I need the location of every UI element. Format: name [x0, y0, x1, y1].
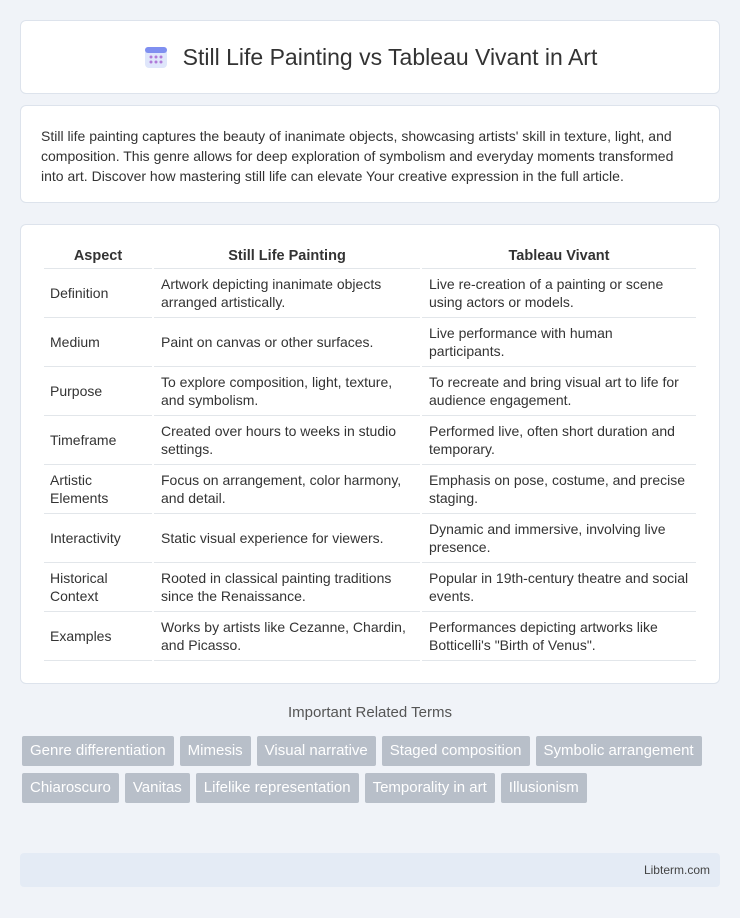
table-row	[44, 465, 696, 514]
row-tableau-vivant: Popular in 19th-century theatre and social events.	[422, 563, 696, 612]
row-tableau-vivant: Live performance with human participants.	[422, 318, 696, 367]
table-header-row	[44, 245, 696, 269]
row-aspect: Timeframe	[44, 416, 152, 465]
tag-chiaroscuro[interactable]: Chiaroscuro	[22, 773, 119, 803]
table-row	[44, 563, 696, 612]
table-row	[44, 318, 696, 367]
row-tableau-vivant: Dynamic and immersive, involving live presence.	[422, 514, 696, 563]
title-wrap	[143, 44, 598, 71]
tag-temporality-in-art[interactable]: Temporality in art	[365, 773, 495, 803]
row-aspect: Artistic Elements	[44, 465, 152, 514]
intro-text: Still life painting captures the beauty of inanimate objects, showcasing artists' skill in texture, light, and composition. This genre allows for deep exploration of symbolism and everyday moments transformed into art. Discover how mastering still life can elevate Your creative expression in the full article.	[41, 128, 674, 184]
comparison-table	[42, 245, 698, 661]
related-terms-title: Important Related Terms	[288, 704, 452, 721]
tag-mimesis[interactable]: Mimesis	[180, 736, 251, 766]
table-row	[44, 612, 696, 661]
table-row	[44, 416, 696, 465]
row-still-life: Artwork depicting inanimate objects arranged artistically.	[154, 269, 420, 318]
footer-site-link[interactable]: Libterm.com	[643, 863, 710, 877]
header-aspect: Aspect	[44, 245, 152, 269]
tag-lifelike-representation[interactable]: Lifelike representation	[196, 773, 359, 803]
row-still-life: Rooted in classical painting traditions since the Renaissance.	[154, 563, 420, 612]
row-still-life: Paint on canvas or other surfaces.	[154, 318, 420, 367]
tag-staged-composition[interactable]: Staged composition	[382, 736, 530, 766]
row-aspect: Medium	[44, 318, 152, 367]
row-tableau-vivant: Performances depicting artworks like Botticelli's "Birth of Venus".	[422, 612, 696, 661]
comparison-table-card	[20, 224, 720, 684]
related-terms-tags	[22, 736, 722, 803]
row-aspect: Definition	[44, 269, 152, 318]
table-row	[44, 269, 696, 318]
row-aspect: Historical Context	[44, 563, 152, 612]
tag-vanitas[interactable]: Vanitas	[125, 773, 190, 803]
tag-symbolic-arrangement[interactable]: Symbolic arrangement	[536, 736, 702, 766]
tag-genre-differentiation[interactable]: Genre differentiation	[22, 736, 174, 766]
row-still-life: Created over hours to weeks in studio settings.	[154, 416, 420, 465]
tag-visual-narrative[interactable]: Visual narrative	[257, 736, 376, 766]
row-still-life: To explore composition, light, texture, and symbolism.	[154, 367, 420, 416]
header-card	[20, 20, 720, 94]
tag-illusionism[interactable]: Illusionism	[501, 773, 587, 803]
row-still-life: Static visual experience for viewers.	[154, 514, 420, 563]
row-still-life: Focus on arrangement, color harmony, and detail.	[154, 465, 420, 514]
row-tableau-vivant: Emphasis on pose, costume, and precise staging.	[422, 465, 696, 514]
row-aspect: Purpose	[44, 367, 152, 416]
row-still-life: Works by artists like Cezanne, Chardin, and Picasso.	[154, 612, 420, 661]
header-tableau-vivant: Tableau Vivant	[422, 245, 696, 269]
row-tableau-vivant: Live re-creation of a painting or scene using actors or models.	[422, 269, 696, 318]
intro-card	[20, 105, 720, 203]
footer	[20, 853, 720, 887]
table-row	[44, 367, 696, 416]
row-tableau-vivant: To recreate and bring visual art to life for audience engagement.	[422, 367, 696, 416]
row-tableau-vivant: Performed live, often short duration and temporary.	[422, 416, 696, 465]
table-row	[44, 514, 696, 563]
calendar-icon	[143, 44, 169, 70]
page-title: Still Life Painting vs Tableau Vivant in Art	[182, 43, 598, 70]
row-aspect: Interactivity	[44, 514, 152, 563]
row-aspect: Examples	[44, 612, 152, 661]
header-still-life: Still Life Painting	[154, 245, 420, 269]
